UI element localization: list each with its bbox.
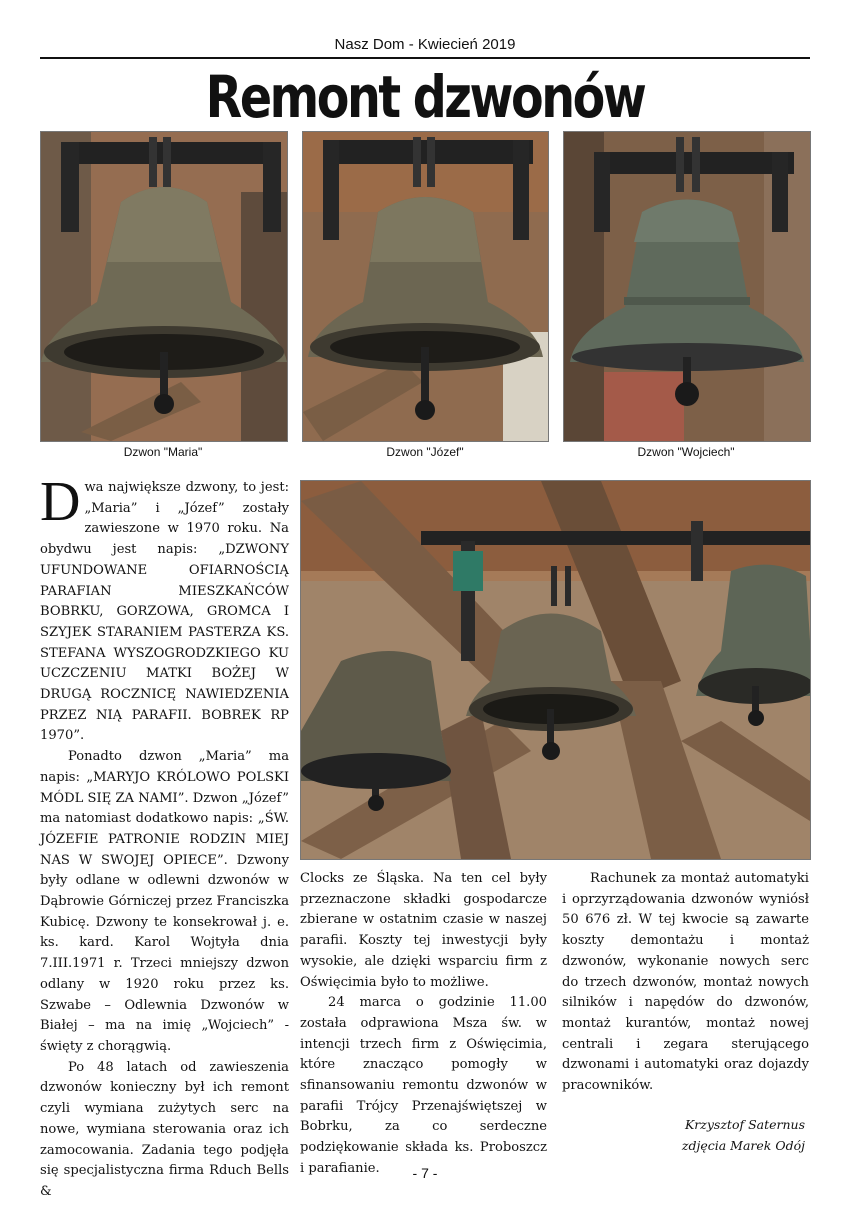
- article-column-3: [562, 869, 809, 1097]
- photo-belfry-three-bells: [300, 480, 811, 860]
- paragraph: Clocks ze Śląska. Na ten cel były przeznaczone składki gospodarcze zbierane w ostatnim czasie w naszej parafii. Koszty tej inwestycji były wysokie, ale dzięki wsparciu firm z Oświęcimia było to możliwe.: [300, 871, 547, 990]
- article-column-1: [40, 471, 289, 1203]
- article-signature: [682, 1114, 805, 1156]
- page-header: Nasz Dom - Kwiecień 2019: [334, 36, 516, 53]
- paragraph: Ponadto dzwon „Maria” ma napis: „MARYJO KRÓLOWO POLSKI MÓDL SIĘ ZA NAMI”. Dzwon „Józef” ma natomiast dodatkowo napis: „ŚW. JÓZEFIE PATRONIE RODZIN MIEJ NAS W SWOJEJ OPIECE”. Dzwony były odlane w odlewni dzwonów w Dąbrowie Górniczej przez Franciszka Kubicę. Dzwony te konsekrował j. e. ks. kard. Karol Wojtyła dnia 7.III.1971 r. Trzeci mniejszy dzwon odlany w 1920 roku przez ks. Szwabe – Odlewnia Dzwonów w Białej – ma na imię „Wojciech” - święty z chorągwią.: [40, 749, 289, 1054]
- photo-bell-maria: [40, 131, 288, 442]
- photo-bell-jozef: [302, 131, 549, 442]
- page-title: Remont dzwonów: [205, 63, 645, 131]
- bell-wojciech-illustration: [564, 132, 810, 441]
- paragraph: 24 marca o godzinie 11.00 została odprawiona Msza św. w intencji trzech firm z Oświęcimia, które znacząco pomogły w sfinansowaniu remontu dzwonów w parafii Trójcy Przenajświętszej w Bobrku, za co serdeczne podziękowanie składa ks. Proboszcz i parafianie.: [300, 995, 547, 1176]
- photo-credit: zdjęcia Marek Odój: [681, 1138, 805, 1153]
- bell-maria-illustration: [41, 132, 287, 441]
- belfry-illustration: [301, 481, 810, 859]
- drop-cap: D: [40, 471, 81, 533]
- paragraph-text: wa największe dzwony, to jest: „Maria” i „Józef” zostały zawieszone w 1970 roku. Na obydwu jest napis: „DZWONY UFUNDOWANE OFIARNOŚCIĄ PARAFIAN MIESZKAŃCÓW BOBRKU, GORZOWA, GROMCA I SZYJEK STARANIEM PASTERZA KS. STEFANA WYSZOGRODZKIEGO KU UCZCZENIU MATKI BOŻEJ W DRUGĄ ROCZNICĘ NAWIEDZENIA PRZEZ NIĄ PARAFII. BOBREK RP 1970”.: [40, 480, 289, 744]
- page-number: - 7 -: [412, 1165, 438, 1181]
- author-name: Krzysztof Saternus: [684, 1117, 805, 1132]
- caption-bell-wojciech: Dzwon "Wojciech": [637, 445, 735, 459]
- header-rule: [40, 57, 810, 59]
- article-column-2: [300, 869, 547, 1180]
- caption-bell-jozef: Dzwon "Józef": [386, 445, 464, 459]
- paragraph: [40, 471, 289, 747]
- caption-bell-maria: Dzwon "Maria": [123, 445, 203, 459]
- bell-jozef-illustration: [303, 132, 548, 441]
- paragraph: Rachunek za montaż automatyki i oprzyrządowania dzwonów wyniósł 50 676 zł. W tej kwocie są zawarte koszty demontażu i montaż dzwonów, wykonanie nowych serc do trzech dzwonów, montaż nowych silników i napędów do dzwonów, montaż kurantów, montaż nowej centrali i zegara sterującego dzwonami i automatyki oraz dojazdy pracowników.: [562, 871, 809, 1094]
- photo-bell-wojciech: [563, 131, 811, 442]
- paragraph: Po 48 latach od zawieszenia dzwonów konieczny był ich remont czyli wymiana zużytych serc na nowe, wymiana sterowania oraz ich zamocowania. Zadania tego podjęła się specjalistyczna firma Rduch Bells &: [40, 1059, 289, 1199]
